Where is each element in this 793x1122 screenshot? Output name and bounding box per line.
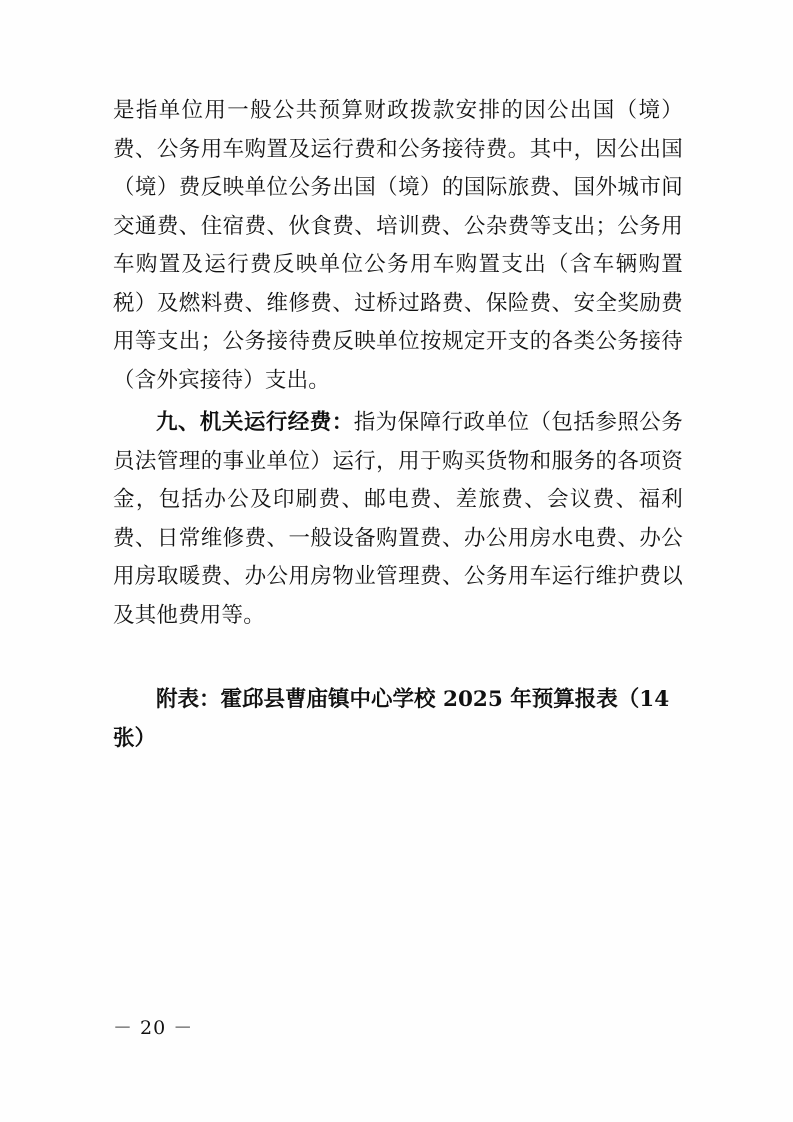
attachment-line: 附表：霍邱县曹庙镇中心学校 2025 年预算报表（14 张） [113,687,670,751]
paragraph-text: 指为保障行政单位（包括参照公务员法管理的事业单位）运行，用于购买货物和服务的各项资金，包括办公及印刷费、邮电费、差旅费、会议费、福利费、日常维修费、一般设备购置费、办公用房水电费、办公用房取暖费、办公用房物业管理费、公务用车运行维护费以及其他费用等。 [113,410,683,628]
page-number: － 20 － [113,1017,194,1039]
paragraph-agency-operating-funds [113,404,683,635]
paragraph-lead-label: 九、机关运行经费： [156,410,354,435]
paragraph-official-expenses: 是指单位用一般公共预算财政拨款安排的因公出国（境）费、公务用车购置及运行费和公务接待费。其中，因公出国（境）费反映单位公务出国（境）的国际旅费、国外城市间交通费、住宿费、伙食费、培训费、公杂费等支出；公务用车购置及运行费反映单位公务用车购置支出（含车辆购置税）及燃料费、维修费、过桥过路费、保险费、安全奖励费用等支出；公务接待费反映单位按规定开支的各类公务接待（含外宾接待）支出。 [113,98,683,393]
document-body [113,92,683,780]
